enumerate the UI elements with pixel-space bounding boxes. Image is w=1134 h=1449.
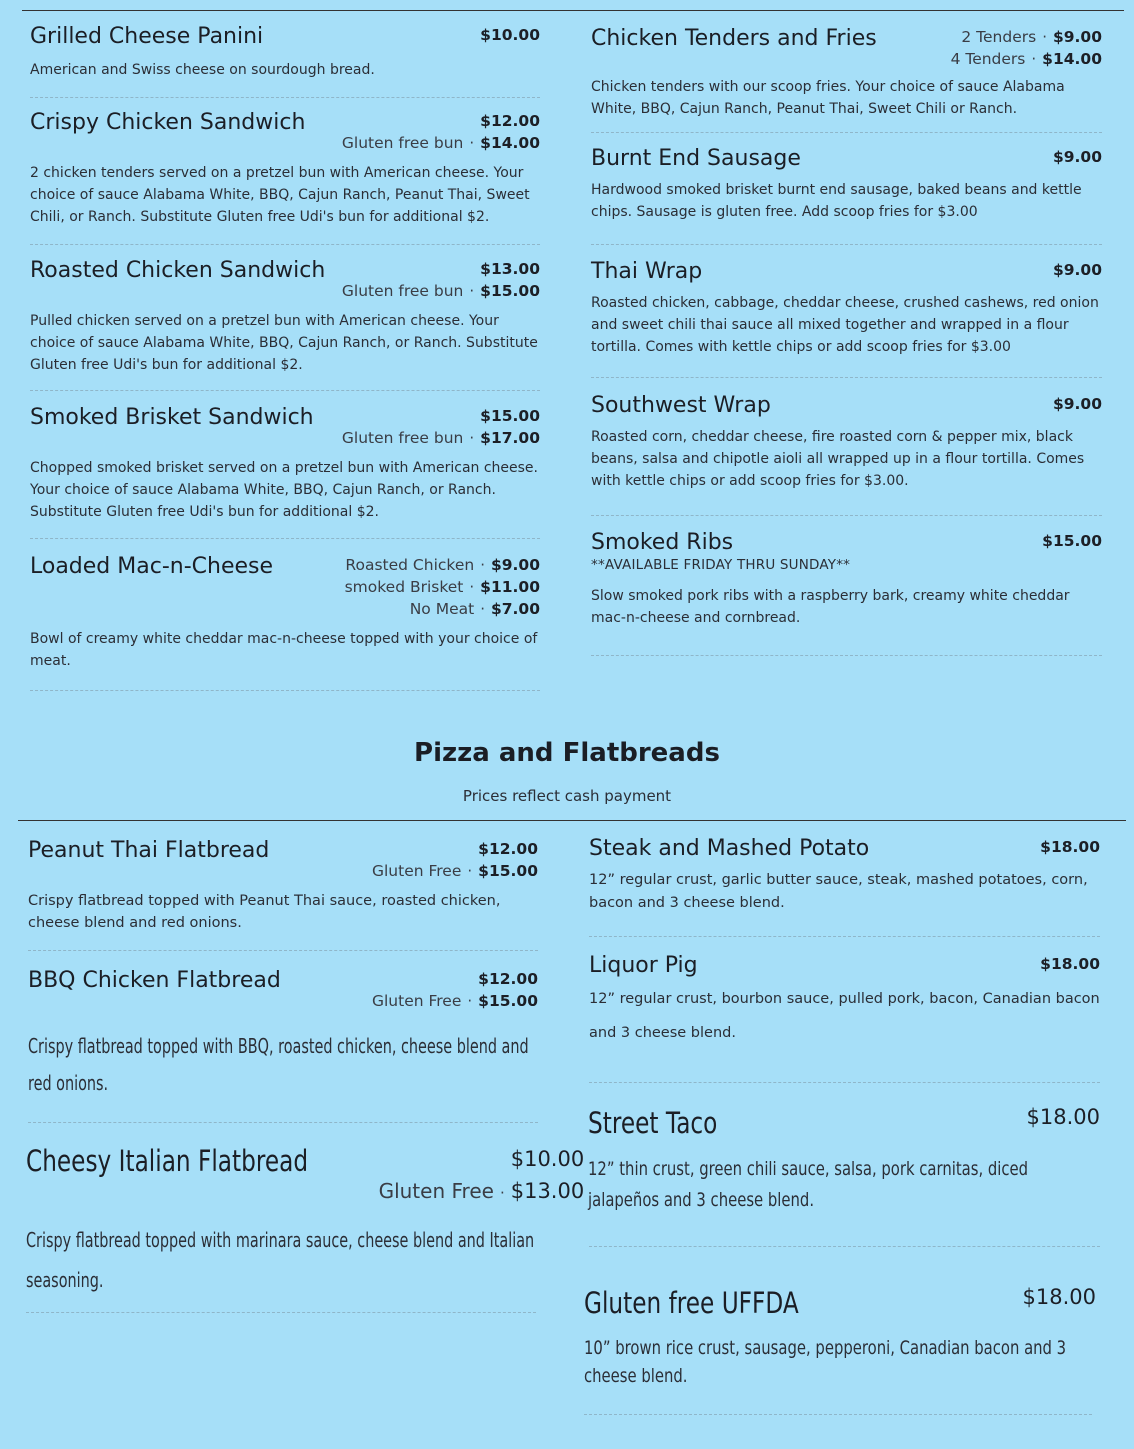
- item-prices: Roasted Chicken · $9.00 smoked Brisket · $11.00 No Meat · $7.00: [344, 556, 540, 618]
- menu-item-smoked-brisket-sandwich: [30, 405, 540, 523]
- item-name: Burnt End Sausage: [591, 146, 801, 171]
- item-price: $12.00: [480, 112, 540, 130]
- item-separator: [589, 1082, 1100, 1083]
- item-description: Roasted chicken, cabbage, cheddar cheese, crushed cashews, red onion and sweet chili thai sauce all mixed together and wrapped in a flour tortilla. Comes with kettle chips or add scoop fries for $3.00: [591, 295, 1099, 355]
- item-prices: [1040, 836, 1100, 858]
- menu-item-smoked-ribs: [591, 530, 1102, 629]
- item-prices: $12.00 Gluten Free · $15.00: [371, 840, 538, 880]
- item-description: Chopped smoked brisket served on a pretzel bun with American cheese. Your choice of sauce Alabama White, BBQ, Cajun Ranch, or Ranch. Substitute Gluten free Udi's bun for additional $2.: [30, 460, 538, 520]
- item-separator: [591, 377, 1102, 378]
- item-description: American and Swiss cheese on sourdough bread.: [30, 62, 375, 78]
- item-description: Roasted corn, cheddar cheese, fire roasted corn & pepper mix, black beans, salsa and chipotle aioli all wrapped up in a flour tortilla. Comes with kettle chips or add scoop fries for $3.00.: [591, 429, 1085, 489]
- item-separator: [26, 1312, 536, 1313]
- item-description: Chicken tenders with our scoop fries. Your choice of sauce Alabama White, BBQ, Cajun Ranch, Peanut Thai, Sweet Chili or Ranch.: [591, 79, 1065, 117]
- price-option-label: Gluten Free: [371, 992, 462, 1010]
- item-prices: [1053, 146, 1102, 168]
- item-prices: [1042, 530, 1102, 552]
- menu-item-grilled-cheese-panini: [30, 24, 540, 81]
- price-option-label: Roasted Chicken: [345, 556, 475, 574]
- item-price: $9.00: [1052, 148, 1102, 166]
- item-separator: [30, 97, 540, 98]
- item-price: $10.00: [480, 26, 540, 44]
- item-prices: [1040, 953, 1100, 975]
- price-option-label: Gluten Free: [378, 1179, 494, 1203]
- item-name: Crispy Chicken Sandwich: [30, 110, 306, 135]
- item-name: Grilled Cheese Panini: [30, 24, 264, 49]
- item-price: $18.00: [1026, 1105, 1100, 1129]
- menu-item-peanut-thai-flatbread: [28, 838, 538, 934]
- item-price: $7.00: [490, 600, 540, 618]
- menu-item-loaded-mac-n-cheese: [30, 554, 540, 672]
- item-description: 12” thin crust, green chili sauce, salsa, pork carnitas, diced jalapeños and 3 cheese blend.: [588, 1158, 1029, 1211]
- item-separator: [589, 936, 1100, 937]
- item-prices: [1053, 259, 1102, 281]
- section-rule: [18, 820, 1126, 821]
- price-option-label: Gluten Free: [371, 862, 462, 880]
- menu-item-crispy-chicken-sandwich: [30, 110, 540, 228]
- item-separator: [28, 1122, 538, 1123]
- item-description: Pulled chicken served on a pretzel bun with American cheese. Your choice of sauce Alabama White, BBQ, Cajun Ranch, or Ranch. Substitute Gluten free Udi's bun for additional $2.: [30, 313, 538, 373]
- item-description: Crispy flatbread topped with BBQ, roasted chicken, cheese blend and red onions.: [28, 1034, 529, 1095]
- top-rule: [22, 10, 1124, 11]
- item-separator: [28, 950, 538, 951]
- item-description: 10” brown rice crust, sausage, pepperoni, Canadian bacon and 3 cheese blend.: [584, 1337, 1067, 1387]
- item-separator: [30, 244, 540, 245]
- item-description: 12” regular crust, garlic butter sauce, steak, mashed potatoes, corn, bacon and 3 cheese blend.: [589, 872, 1088, 911]
- item-prices: [480, 24, 540, 46]
- item-separator: [584, 1414, 1092, 1415]
- item-prices: [1023, 1286, 1096, 1310]
- availability-note: **AVAILABLE FRIDAY THRU SUNDAY**: [591, 557, 851, 573]
- item-separator: [591, 132, 1102, 133]
- item-separator: [591, 655, 1102, 656]
- item-prices: $13.00 Gluten free bun · $15.00: [341, 260, 540, 300]
- item-separator: [591, 515, 1102, 516]
- section-title: Pizza and Flatbreads: [414, 738, 720, 768]
- item-name: Cheesy Italian Flatbread: [26, 1144, 309, 1178]
- item-price: $9.00: [1052, 261, 1102, 279]
- item-name: Smoked Ribs: [591, 530, 734, 555]
- item-separator: [30, 538, 540, 539]
- menu-item-chicken-tenders-and-fries: [591, 26, 1102, 120]
- item-prices: $12.00 Gluten free bun · $14.00: [341, 112, 540, 152]
- menu-item-roasted-chicken-sandwich: [30, 258, 540, 376]
- item-price: $18.00: [1040, 838, 1100, 856]
- menu-item-liquor-pig: [589, 953, 1100, 1050]
- item-name: Smoked Brisket Sandwich: [30, 405, 314, 430]
- item-separator: [30, 690, 540, 691]
- price-option-label: 2 Tenders: [961, 28, 1037, 46]
- item-price: $9.00: [490, 556, 540, 574]
- item-prices: [1053, 393, 1102, 415]
- item-price: $13.00: [480, 260, 540, 278]
- item-name: Steak and Mashed Potato: [589, 836, 870, 861]
- menu-item-steak-and-mashed-potato: [589, 836, 1100, 915]
- item-name: BBQ Chicken Flatbread: [28, 968, 281, 993]
- item-price: $10.00: [510, 1147, 585, 1171]
- item-price: $12.00: [478, 840, 538, 858]
- section-subtitle: Prices reflect cash payment: [462, 787, 672, 805]
- item-name: Roasted Chicken Sandwich: [30, 258, 326, 283]
- item-price: $18.00: [1022, 1285, 1096, 1309]
- item-separator: [30, 390, 540, 391]
- item-prices: 2 Tenders · $9.00 4 Tenders · $14.00: [950, 28, 1102, 68]
- item-description: 12” regular crust, bourbon sauce, pulled pork, bacon, Canadian bacon and 3 cheese blend.: [589, 991, 1100, 1041]
- item-description: Hardwood smoked brisket burnt end sausage, baked beans and kettle chips. Sausage is gluten free. Add scoop fries for $3.00: [591, 182, 1082, 220]
- item-price: $15.00: [478, 992, 538, 1010]
- item-name: Liquor Pig: [589, 953, 698, 978]
- item-separator: [589, 1246, 1100, 1247]
- item-name: Loaded Mac-n-Cheese: [30, 554, 274, 579]
- item-prices: $10.00 Gluten Free · $13.00: [378, 1147, 585, 1203]
- menu-item-southwest-wrap: [591, 393, 1102, 492]
- item-price: $15.00: [480, 407, 540, 425]
- item-name: Peanut Thai Flatbread: [28, 838, 270, 863]
- item-prices: $12.00 Gluten Free · $15.00: [371, 970, 538, 1010]
- item-prices: $15.00 Gluten free bun · $17.00: [341, 407, 540, 447]
- item-separator: [591, 244, 1102, 245]
- price-option-label: 4 Tenders: [950, 50, 1026, 68]
- item-price: $11.00: [480, 578, 540, 596]
- item-name: Southwest Wrap: [591, 393, 771, 418]
- item-price: $9.00: [1052, 395, 1102, 413]
- item-price: $15.00: [478, 862, 538, 880]
- item-price: $17.00: [480, 429, 540, 447]
- item-price: $18.00: [1040, 955, 1100, 973]
- menu-item-thai-wrap: [591, 259, 1102, 358]
- item-description: Crispy flatbread topped with marinara sauce, cheese blend and Italian seasoning.: [26, 1228, 535, 1292]
- item-name: Chicken Tenders and Fries: [591, 26, 877, 51]
- item-price: $13.00: [510, 1179, 585, 1203]
- item-price: $12.00: [478, 970, 538, 988]
- menu-item-bbq-chicken-flatbread: [28, 968, 538, 1102]
- item-price: $9.00: [1052, 28, 1102, 46]
- price-option-label: Gluten free bun: [341, 282, 464, 300]
- item-price: $14.00: [480, 134, 540, 152]
- menu-item-street-taco: [588, 1106, 1100, 1216]
- item-price: $14.00: [1042, 50, 1102, 68]
- price-option-label: Gluten free bun: [341, 134, 464, 152]
- item-name: Thai Wrap: [591, 259, 703, 284]
- price-option-label: smoked Brisket: [344, 578, 464, 596]
- item-description: Slow smoked pork ribs with a raspberry bark, creamy white cheddar mac-n-cheese and cornbread.: [591, 588, 1070, 626]
- item-name: Street Taco: [588, 1106, 718, 1140]
- item-price: $15.00: [1042, 532, 1102, 550]
- item-price: $15.00: [480, 282, 540, 300]
- menu-item-gluten-free-uffda: [584, 1286, 1096, 1390]
- item-description: 2 chicken tenders served on a pretzel bun with American cheese. Your choice of sauce Alabama White, BBQ, Cajun Ranch, Peanut Thai, Sweet Chili, or Ranch. Substitute Gluten free Udi's bun for additional $2.: [30, 165, 530, 225]
- item-description: Crispy flatbread topped with Peanut Thai sauce, roasted chicken, cheese blend and red onions.: [28, 893, 501, 931]
- item-prices: [1027, 1106, 1100, 1130]
- price-option-label: No Meat: [409, 600, 475, 618]
- menu-item-burnt-end-sausage: [591, 146, 1102, 223]
- item-name: Gluten free UFFDA: [584, 1286, 799, 1320]
- item-description: Bowl of creamy white cheddar mac-n-cheese topped with your choice of meat.: [30, 631, 538, 669]
- menu-item-cheesy-italian-flatbread: [26, 1144, 585, 1300]
- price-option-label: Gluten free bun: [341, 429, 464, 447]
